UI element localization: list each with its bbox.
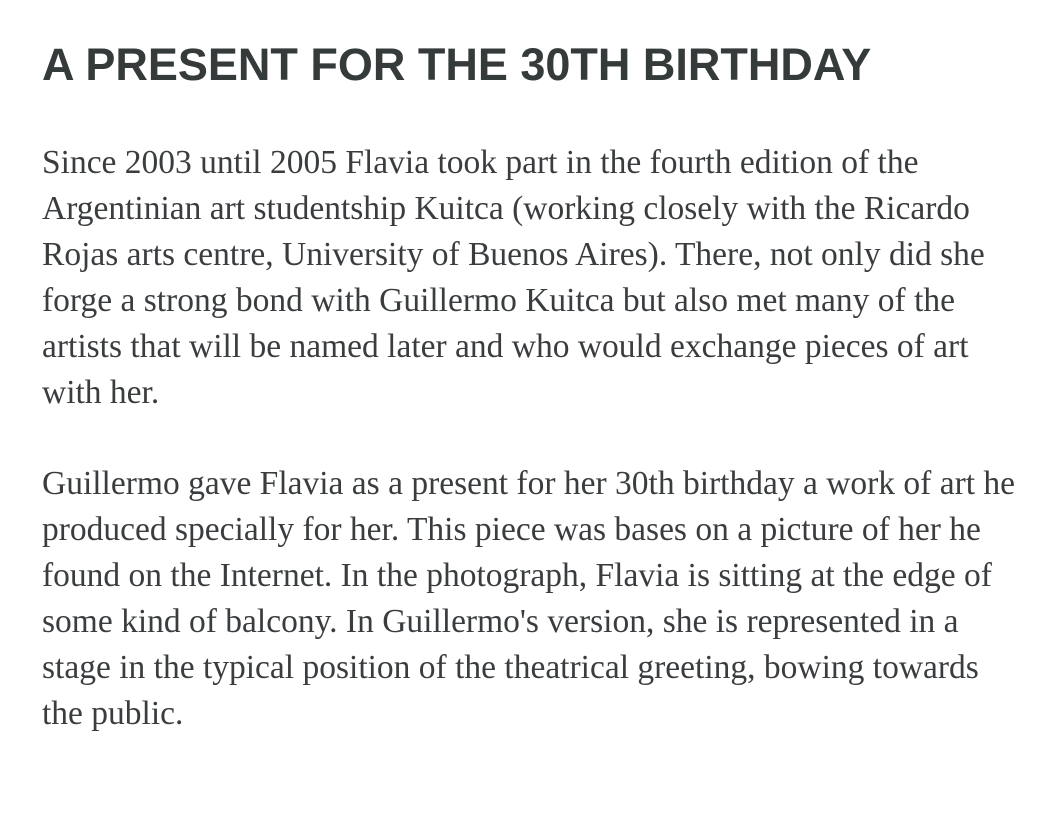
article-paragraph-1: Since 2003 until 2005 Flavia took part in the fourth edition of the Argentinian art studentship Kuitca (working closely with the Ricardo Rojas arts centre, University of Buenos Aires). There, not only did she forge a strong bond with Guillermo Kuitca but also met many of the artists that will be named later and who would exchange pieces of art with her. <box>42 144 985 411</box>
article-title: A PRESENT FOR THE 30TH BIRTHDAY <box>42 39 872 90</box>
article <box>42 38 1017 782</box>
article-paragraph-2: Guillermo gave Flavia as a present for her 30th birthday a work of art he produced specially for her. This piece was bases on a picture of her he found on the Internet. In the photograph, Flavia is sitting at the edge of some kind of balcony. In Guillermo's version, she is represented in a stage in the typical position of the theatrical greeting, bowing towards the public. <box>42 465 1016 732</box>
